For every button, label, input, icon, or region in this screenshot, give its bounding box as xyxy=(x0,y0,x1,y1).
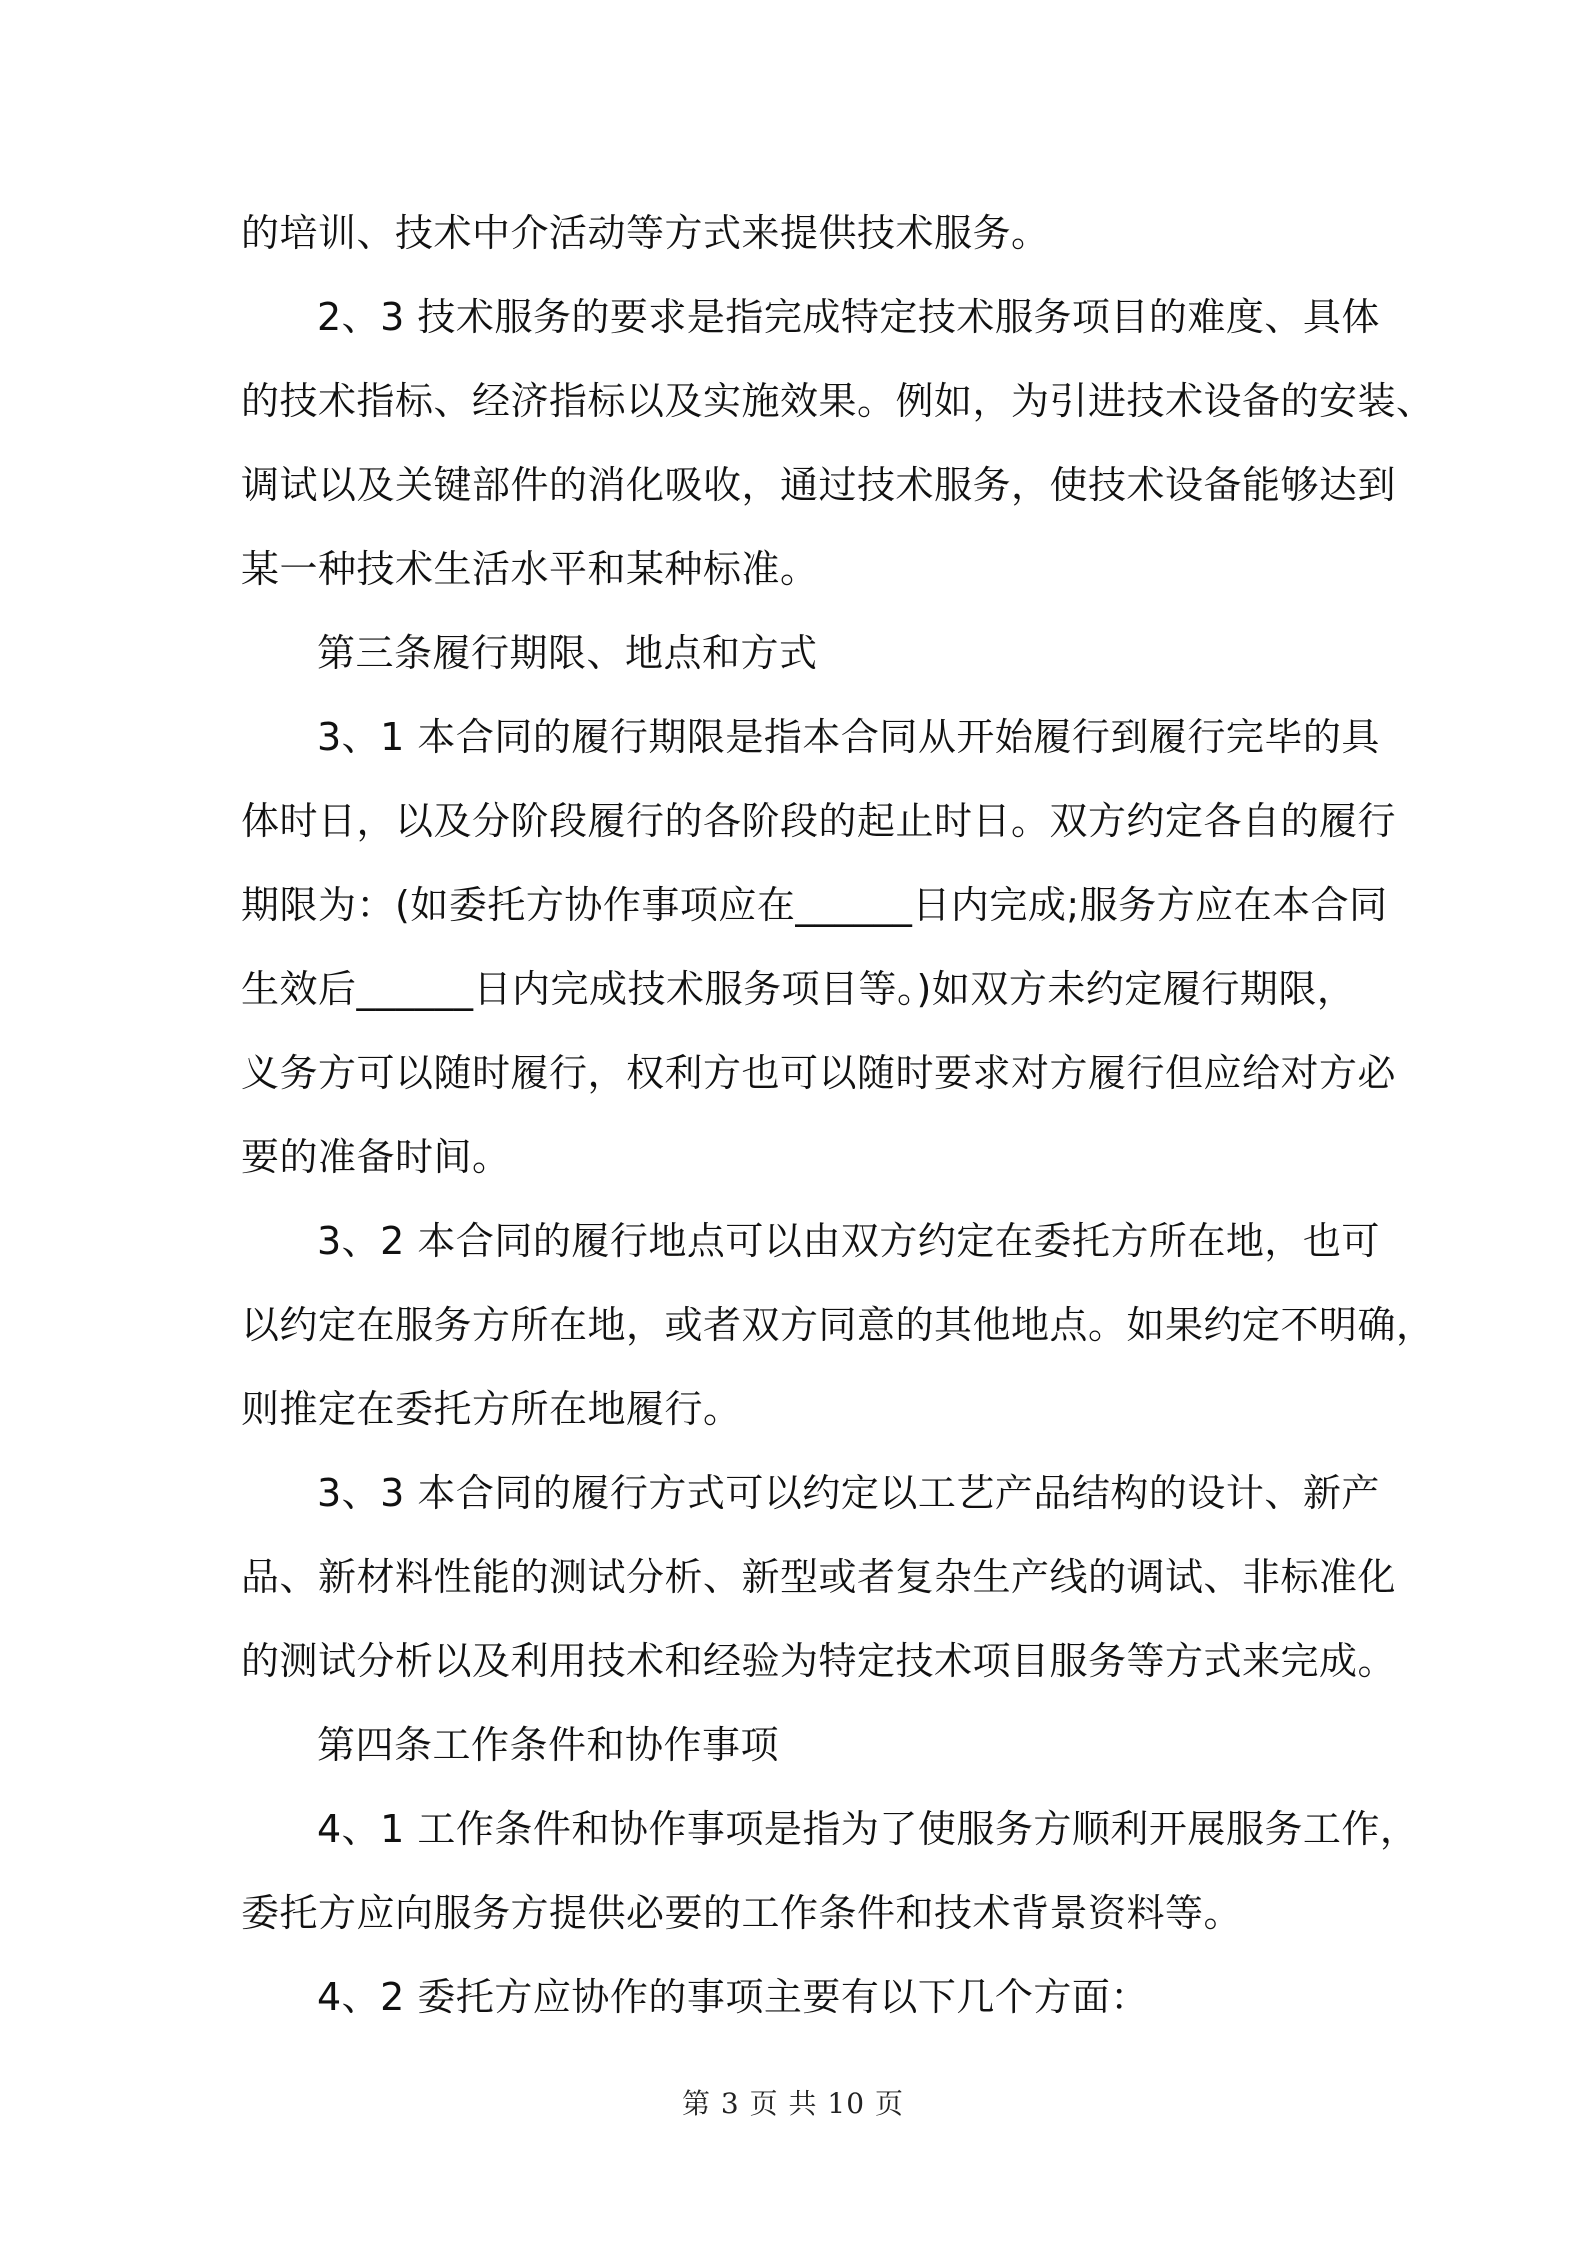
text-line: 要的准备时间。 xyxy=(241,1135,511,1179)
document-body xyxy=(241,191,1435,2039)
text-line: 3、2 本合同的履行地点可以由双方约定在委托方所在地，也可 xyxy=(317,1219,1380,1263)
text-line: 体时日，以及分阶段履行的各阶段的起止时日。双方约定各自的履行 xyxy=(241,799,1397,843)
text-line: 3、1 本合同的履行期限是指本合同从开始履行到履行完毕的具 xyxy=(317,715,1380,759)
text-line: 3、3 本合同的履行方式可以约定以工艺产品结构的设计、新产 xyxy=(317,1471,1380,1515)
text-line: 期限为：(如委托方协作事项应在______日内完成;服务方应在本合同 xyxy=(241,883,1388,927)
section-heading: 第三条履行期限、地点和方式 xyxy=(317,631,818,675)
text-line: 的技术指标、经济指标以及实施效果。例如，为引进技术设备的安装、 xyxy=(241,379,1435,423)
page-number-footer: 第 3 页 共 10 页 xyxy=(682,2087,904,2120)
text-line: 的测试分析以及利用技术和经验为特定技术项目服务等方式来完成。 xyxy=(241,1639,1397,1683)
text-line: 4、1 工作条件和协作事项是指为了使服务方顺利开展服务工作， xyxy=(317,1807,1419,1851)
text-line: 品、新材料性能的测试分析、新型或者复杂生产线的调试、非标准化 xyxy=(241,1555,1397,1599)
text-line: 4、2 委托方应协作的事项主要有以下几个方面： xyxy=(317,1975,1149,2019)
text-line: 生效后______日内完成技术服务项目等。)如双方未约定履行期限， xyxy=(241,967,1356,1011)
text-line: 调试以及关键部件的消化吸收，通过技术服务，使技术设备能够达到 xyxy=(241,463,1397,507)
text-line: 以约定在服务方所在地，或者双方同意的其他地点。如果约定不明确， xyxy=(241,1303,1435,1347)
text-line: 的培训、技术中介活动等方式来提供技术服务。 xyxy=(241,211,1050,255)
text-line: 则推定在委托方所在地履行。 xyxy=(241,1387,742,1431)
section-heading: 第四条工作条件和协作事项 xyxy=(317,1723,780,1767)
text-line: 义务方可以随时履行，权利方也可以随时要求对方履行但应给对方必 xyxy=(241,1051,1397,1095)
text-line: 委托方应向服务方提供必要的工作条件和技术背景资料等。 xyxy=(241,1891,1243,1935)
text-line: 某一种技术生活水平和某种标准。 xyxy=(241,547,819,591)
text-line: 2、3 技术服务的要求是指完成特定技术服务项目的难度、具体 xyxy=(317,295,1380,339)
